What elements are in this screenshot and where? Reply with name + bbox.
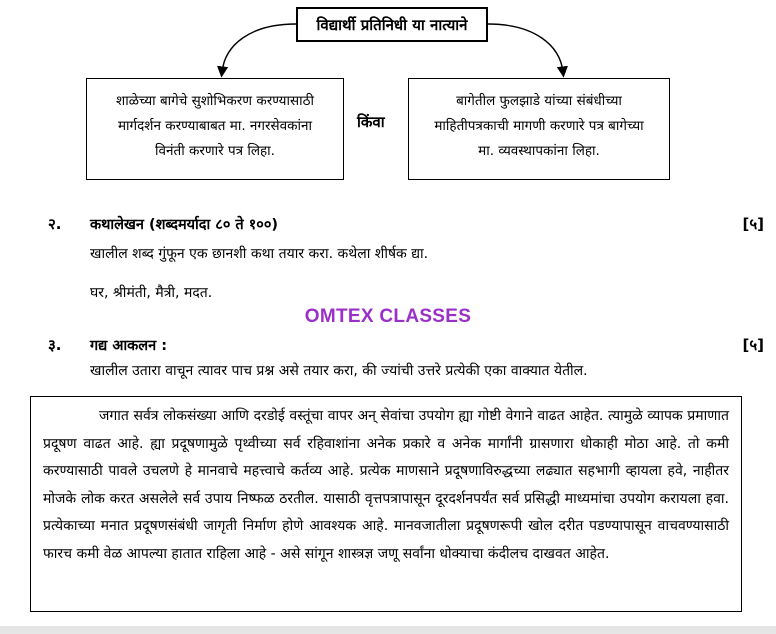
option-left-line-2: मार्गदर्शन करण्याबाबत मा. नगरसेवकांना — [117, 118, 313, 134]
q3-number: ३. — [48, 336, 62, 354]
option-left-line-3: विनंती करणारे पत्र लिहा. — [155, 143, 275, 159]
option-right-box — [408, 78, 670, 180]
topic-title: विद्यार्थी प्रतिनिधी या नात्याने — [316, 15, 468, 34]
q3-instruction: खालील उतारा वाचून त्यावर पाच प्रश्न असे तयार करा, की ज्यांची उत्तरे प्रत्येकी एका वाक्यात येतील. — [90, 363, 588, 379]
option-right-line-3: मा. व्यवस्थापकांना लिहा. — [478, 143, 600, 159]
page-bottom-edge — [0, 626, 776, 634]
q2-number: २. — [48, 215, 62, 233]
option-right-line-2: माहितीपत्रकाची मागणी करणारे पत्र बागेच्या — [434, 118, 644, 134]
watermark: OMTEX CLASSES — [304, 306, 472, 327]
topic-box — [296, 7, 488, 42]
option-left-box — [86, 78, 344, 180]
passage-text: जगात सर्वत्र लोकसंख्या आणि दरडोई वस्तूंचा वापर अन् सेवांचा उपयोग ह्या गोष्टी वेगाने वाढत आहेत. त्यामुळे व्यापक प्रमाणात प्रदूषण वाढत आहे. ह्या प्रदूषणामुळे पृथ्वीच्या सर्व रहिवाशांना अनेक प्रकारे व अनेक मार्गांनी ग्रासणारा धोकाही मोठा आहे. तो कमी करण्यासाठी पावले उचलणे हे मानवाचे महत्त्वाचे कर्तव्य आहे. प्रत्येक माणसाने प्रदूषणाविरुद्धच्या लढ्यात सहभागी व्हायला हवे, नाहीतर मोजके लोक करत असलेले सर्व उपाय निष्फळ ठरतील. यासाठी वृत्तपत्रापासून दूरदर्शनपर्यंत सर्व प्रसिद्धी माध्यमांचा उपयोग करायला हवा. प्रत्येकाच्या मनात प्रदूषणसंबंधी जागृती निर्माण होणे आवश्यक आहे. मानवजातीला प्रदूषणरूपी खोल दरीत पडण्यापासून वाचवण्यासाठी फारच कमी वेळ आपल्या हातात राहिला आहे - असे सांगून शास्त्रज्ञ जणू सर्वांना धोक्याचा कंदीलच दाखवत आहेत. — [43, 408, 729, 562]
q2-words: घर, श्रीमंती, मैत्री, मदत. — [90, 285, 213, 301]
q2-instruction: खालील शब्द गुंफून एक छानशी कथा तयार करा. कथेला शीर्षक द्या. — [90, 246, 429, 262]
q3-marks: [५] — [742, 336, 764, 354]
or-label: किंवा — [357, 113, 385, 131]
arrow-right — [488, 24, 563, 72]
arrow-left — [222, 24, 296, 72]
q2-heading: कथालेखन (शब्दमर्यादा ८० ते १००) — [90, 217, 278, 233]
passage-box — [30, 396, 742, 612]
q2-marks: [५] — [742, 215, 764, 233]
q3-heading: गद्य आकलन : — [90, 338, 168, 354]
option-right-line-1: बागेतील फुलझाडे यांच्या संबंधीच्या — [456, 93, 622, 109]
option-left-line-1: शाळेच्या बागेचे सुशोभिकरण करण्यासाठी — [116, 93, 314, 109]
